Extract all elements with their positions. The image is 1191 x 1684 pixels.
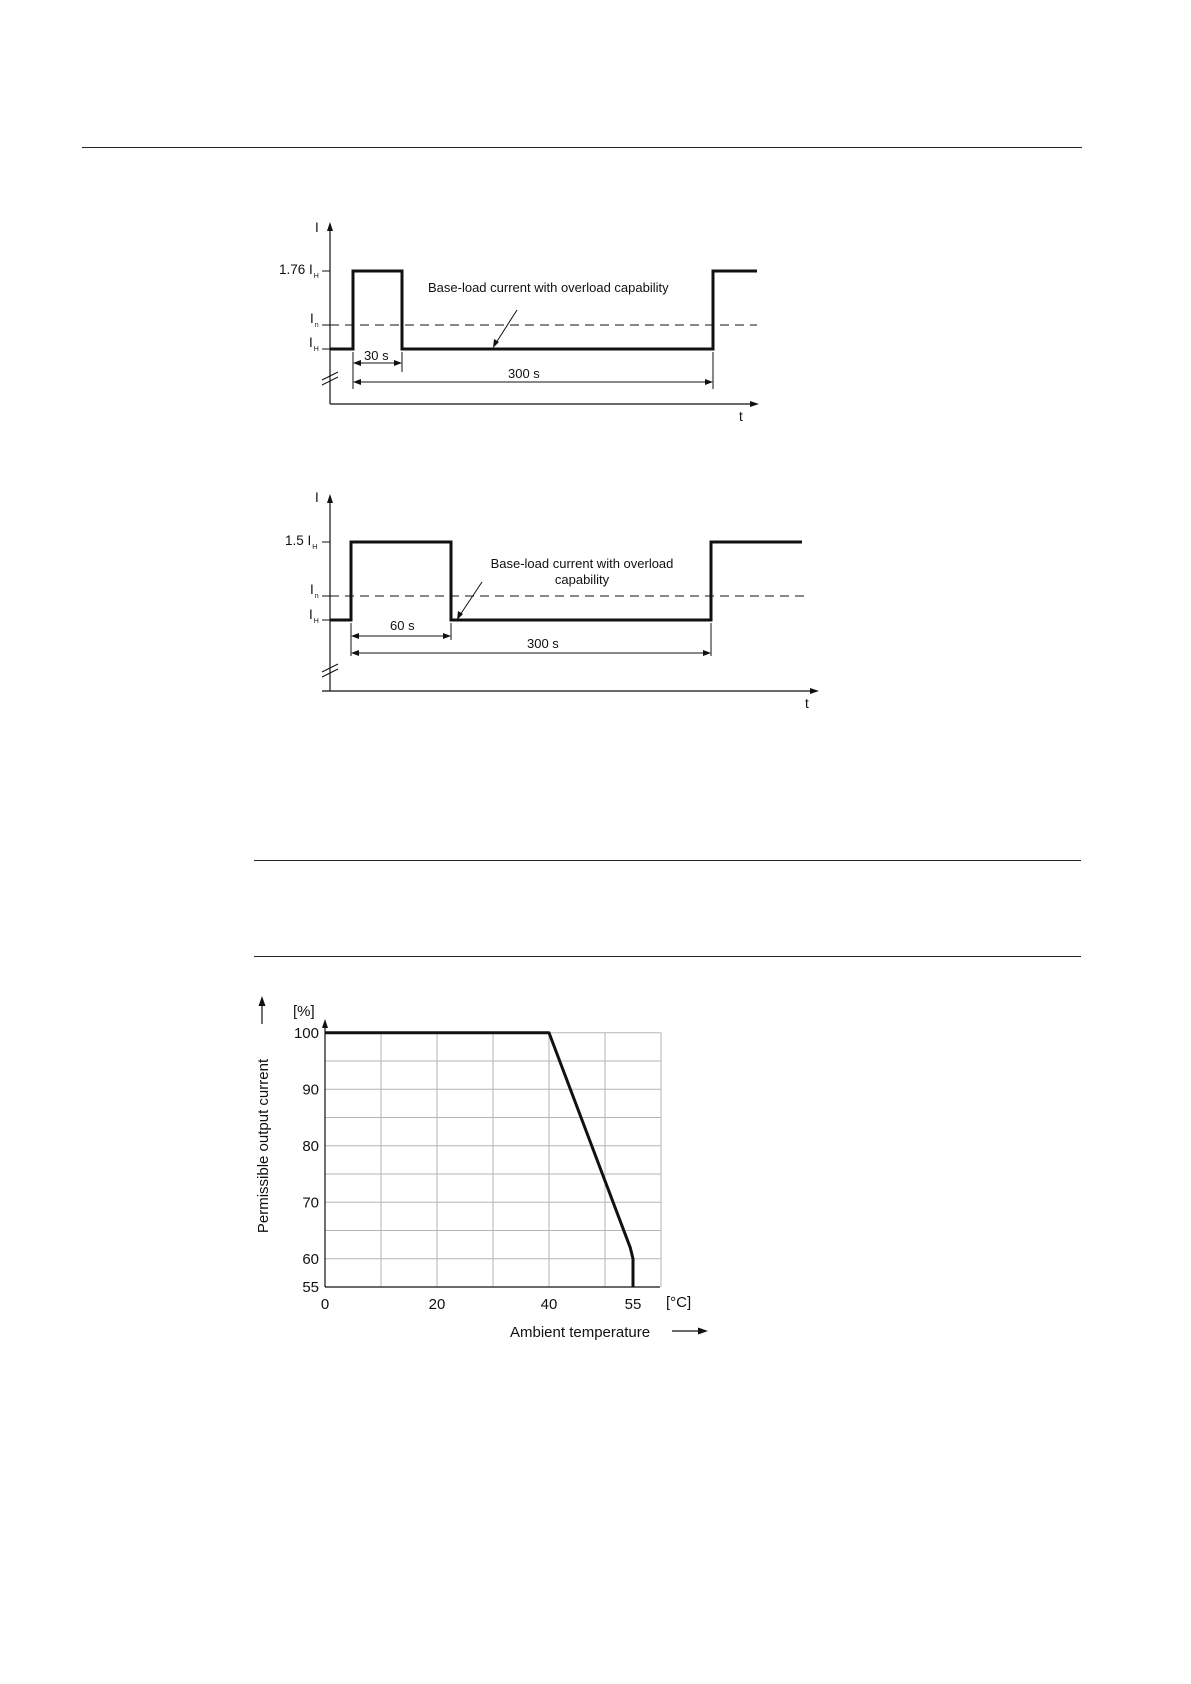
overload-duration-label: 30 s xyxy=(364,348,389,363)
x-tick-label: 55 xyxy=(624,1296,642,1313)
x-axis-arrow xyxy=(810,688,819,694)
current-axis-symbol: I xyxy=(315,220,319,235)
axis-break-mark xyxy=(322,664,338,672)
axis-break-mark xyxy=(322,377,338,385)
base-load-annotation-line2: capability xyxy=(554,572,610,587)
overload-duration-label: 60 s xyxy=(390,618,415,633)
xlabel-arrow-head xyxy=(698,1328,708,1335)
annotation-leader xyxy=(494,310,517,346)
chart-grid xyxy=(325,1033,661,1287)
y-tick-label: 100 xyxy=(293,1024,319,1042)
y-axis-arrow xyxy=(327,222,333,231)
rated-current-label: $I_n$ xyxy=(310,582,319,600)
load-profile-line xyxy=(330,271,757,349)
time-axis-symbol: t xyxy=(739,409,743,424)
note-bottom-rule xyxy=(254,956,1081,957)
cycle-duration-label: 300 s xyxy=(527,636,559,651)
base-current-label: $I_H$ xyxy=(309,607,319,625)
x-unit-label: [°C] xyxy=(666,1294,692,1311)
y-tick-label: 90 xyxy=(302,1081,319,1099)
y-tick-label: 55 xyxy=(302,1279,319,1296)
x-axis-title: Ambient temperature xyxy=(510,1324,651,1341)
peak-current-label: 1.5 $I_H$ xyxy=(285,533,318,551)
note-top-rule xyxy=(254,860,1081,861)
y-tick-label: 80 xyxy=(302,1137,319,1155)
y-unit-label: [%] xyxy=(293,1003,315,1020)
load-profile-line xyxy=(330,542,802,620)
x-tick-label: 20 xyxy=(428,1296,446,1313)
chart-y-axis-arrow xyxy=(322,1019,328,1028)
y-axis-title: Permissible output current xyxy=(255,1058,272,1234)
header-rule xyxy=(82,147,1082,148)
base-load-annotation: Base-load current with overload capability xyxy=(428,280,669,295)
x-tick-label: 40 xyxy=(540,1296,558,1313)
ylabel-arrow-head xyxy=(259,996,266,1006)
x-axis-arrow xyxy=(750,401,759,407)
y-tick-label: 70 xyxy=(302,1194,319,1212)
annotation-leader xyxy=(458,582,482,618)
peak-current-label: 1.76 $I_H$ xyxy=(279,262,319,280)
rated-current-label: $I_n$ xyxy=(310,311,319,329)
y-tick-label: 60 xyxy=(302,1250,319,1268)
cycle-duration-label: 300 s xyxy=(508,366,540,381)
base-current-label: $I_H$ xyxy=(309,335,319,353)
current-axis-symbol: I xyxy=(315,490,319,505)
axis-break-mark xyxy=(322,372,338,380)
y-axis-arrow xyxy=(327,494,333,503)
x-tick-label: 0 xyxy=(320,1296,330,1313)
time-axis-symbol: t xyxy=(805,696,809,711)
base-load-annotation-line1: Base-load current with overload xyxy=(490,556,674,571)
derating-curve xyxy=(325,1033,633,1287)
axis-break-mark xyxy=(322,669,338,677)
